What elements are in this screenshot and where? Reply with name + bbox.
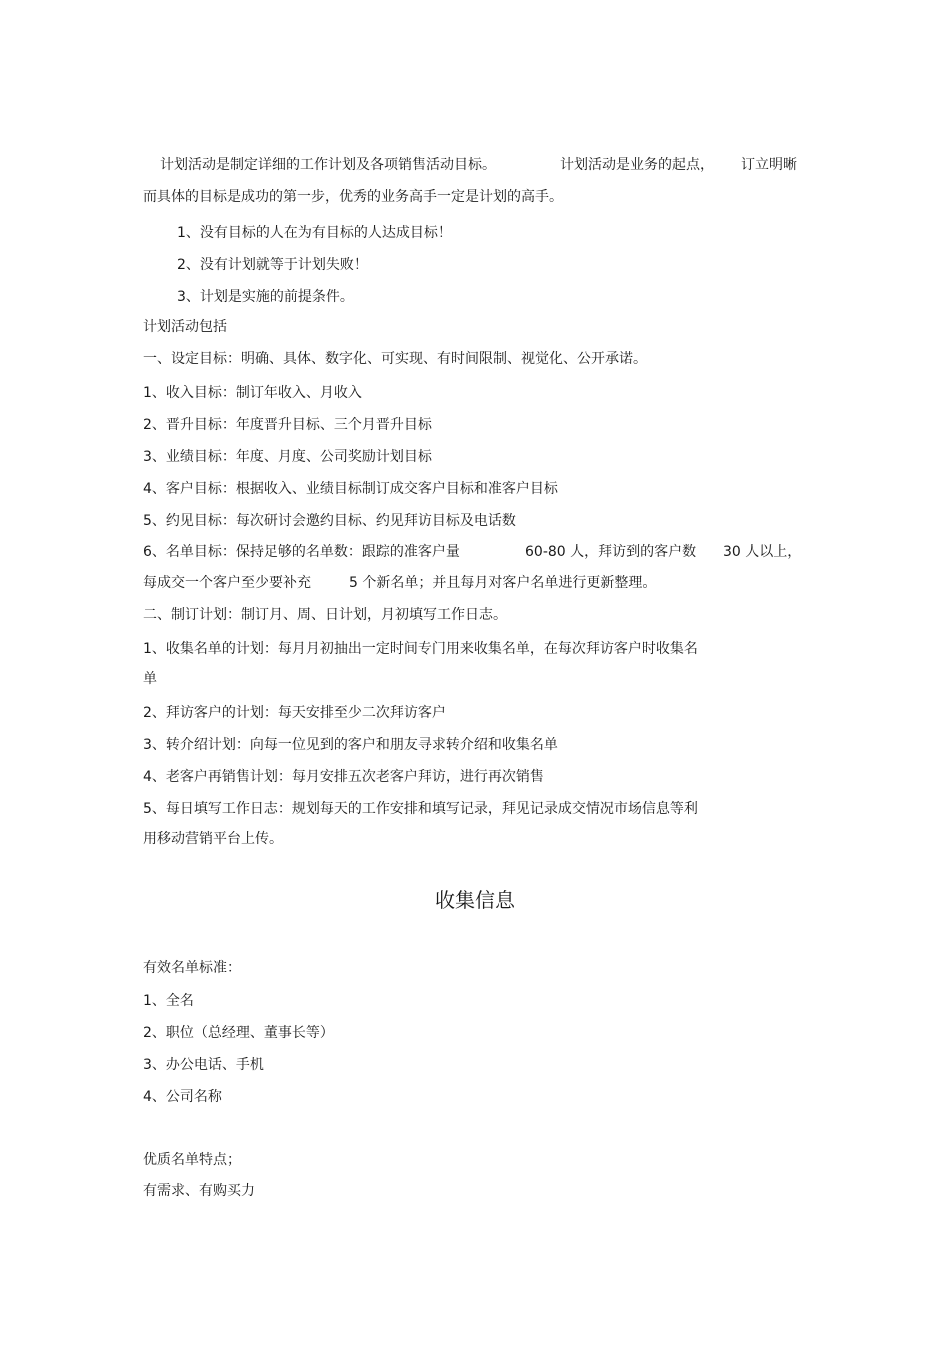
section2-item-5b: 用移动营销平台上传。 [143,831,283,847]
section1-item-6b: 60-80 人，拜访到的客户数 [525,544,697,560]
section1-heading: 一、设定目标：明确、具体、数字化、可实现、有时间限制、视觉化、公开承诺。 [143,351,647,367]
section1-item-6e: 5 个新名单；并且每月对客户名单进行更新整理。 [349,575,657,591]
section1-item-2: 2、晋升目标：年度晋升目标、三个月晋升目标 [143,417,432,433]
criteria-item-2: 2、职位（总经理、董事长等） [143,1025,334,1041]
section1-item-5: 5、约见目标：每次研讨会邀约目标、约见拜访目标及电话数 [143,513,516,529]
intro-line-1c: 订立明晰 [741,157,797,173]
section2-item-1b: 单 [143,671,157,687]
section2-heading: 二、制订计划：制订月、周、日计划，月初填写工作日志。 [143,607,507,623]
section-title: 收集信息 [435,888,515,912]
section1-item-6c: 30 人以上， [723,544,802,560]
section1-item-1: 1、收入目标：制订年收入、月收入 [143,385,362,401]
principle-3: 3、计划是实施的前提条件。 [177,289,354,305]
intro-line-1a: 计划活动是制定详细的工作计划及各项销售活动目标。 [160,157,496,173]
criteria-item-3: 3、办公电话、手机 [143,1057,264,1073]
section1-item-3: 3、业绩目标：年度、月度、公司奖励计划目标 [143,449,432,465]
quality-heading: 优质名单特点； [143,1152,241,1168]
section2-item-3: 3、转介绍计划：向每一位见到的客户和朋友寻求转介绍和收集名单 [143,737,558,753]
criteria-item-1: 1、全名 [143,993,194,1009]
section2-item-1a: 1、收集名单的计划：每月月初抽出一定时间专门用来收集名单，在每次拜访客户时收集名 [143,641,698,657]
plan-intro: 计划活动包括 [143,319,227,335]
intro-line-2: 而具体的目标是成功的第一步，优秀的业务高手一定是计划的高手。 [143,189,563,205]
criteria-item-4: 4、公司名称 [143,1089,222,1105]
quality-line: 有需求、有购买力 [143,1183,255,1199]
principle-2: 2、没有计划就等于计划失败！ [177,257,368,273]
principle-1: 1、没有目标的人在为有目标的人达成目标！ [177,225,452,241]
section1-item-6a: 6、名单目标：保持足够的名单数：跟踪的准客户量 [143,544,460,560]
section2-item-2: 2、拜访客户的计划：每天安排至少二次拜访客户 [143,705,446,721]
section2-item-4: 4、老客户再销售计划：每月安排五次老客户拜访，进行再次销售 [143,769,544,785]
section2-item-5a: 5、每日填写工作日志：规划每天的工作安排和填写记录，拜见记录成交情况市场信息等利 [143,801,698,817]
criteria-heading: 有效名单标准： [143,960,241,976]
intro-line-1b: 计划活动是业务的起点， [560,157,714,173]
section1-item-6d: 每成交一个客户至少要补充 [143,575,311,591]
section1-item-4: 4、客户目标：根据收入、业绩目标制订成交客户目标和准客户目标 [143,481,558,497]
